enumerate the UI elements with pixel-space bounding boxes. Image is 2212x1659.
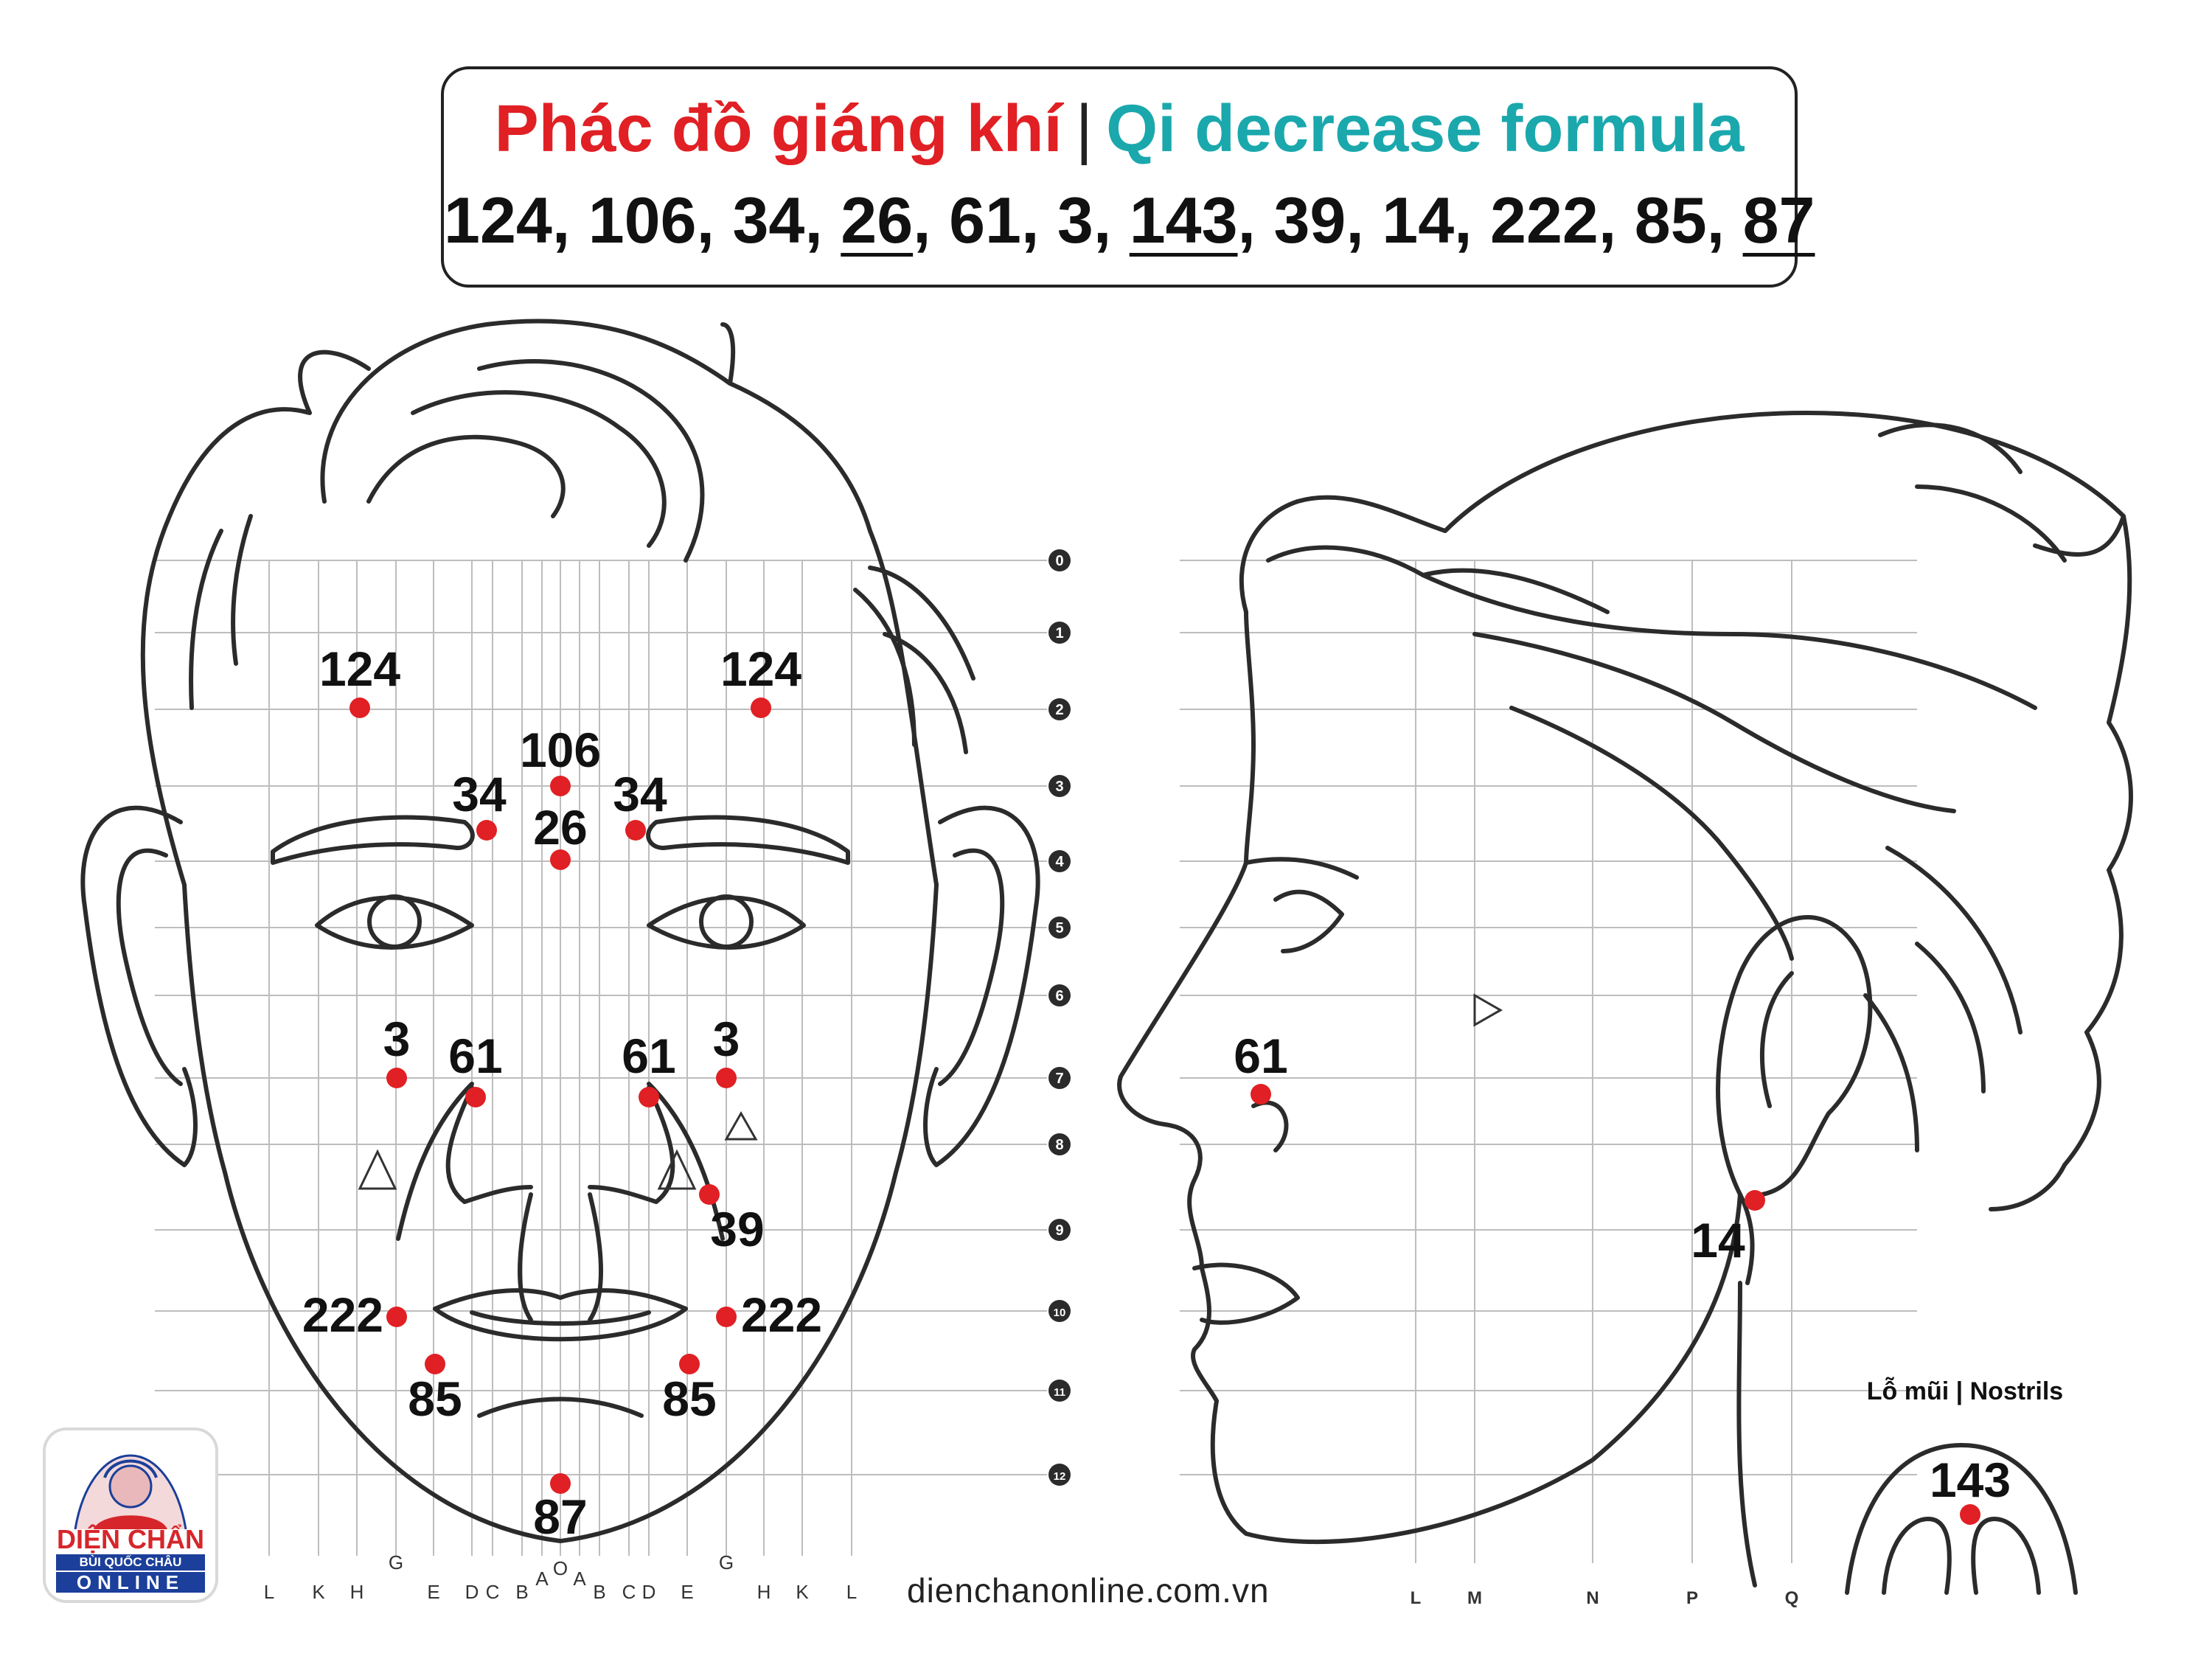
formula-separator: , [1093,184,1130,257]
acupoint-label: 3 [383,1012,411,1066]
column-letter: G [388,1551,404,1573]
logo-text-online: ONLINE [56,1572,205,1593]
title-english: Qi decrease formula [1106,92,1745,166]
brand-logo [46,1430,215,1600]
front-hair-left-strands [191,516,251,708]
row-marker-label: 4 [1055,854,1064,870]
row-marker-label: 12 [1053,1470,1066,1483]
column-letter: E [427,1581,440,1603]
front-left-eyebrow [273,817,473,863]
column-letter: E [681,1581,694,1603]
formula-separator: , [1237,184,1274,257]
acupoint-label: 124 [720,641,802,696]
acupoint-label: 61 [622,1029,676,1083]
formula-number: 85 [1634,184,1707,257]
formula-separator: , [552,184,588,257]
side-ear-inner [1762,973,1792,1106]
formula-number: 87 [1742,184,1815,257]
row-marker-label: 2 [1055,702,1064,718]
formula-separator: , [696,184,733,257]
side-hair-back [1991,516,2131,1209]
side-profile-outline [1119,612,1740,1542]
formula-number: 26 [841,184,914,257]
column-letter: K [796,1581,809,1603]
side-eye [1276,892,1342,951]
reference-grid [155,549,1917,1608]
column-letter: D [641,1581,656,1603]
acupoint-label: 106 [519,723,602,777]
formula-number: 106 [588,184,697,257]
column-letter: A [535,1568,549,1590]
front-right-ear-inner [940,851,1002,1084]
nostril-left [1884,1519,1950,1593]
formula-separator: , [1020,184,1057,257]
column-letter: C [622,1581,636,1603]
column-letter: K [312,1581,325,1603]
acupoint-label: 14 [1691,1213,1745,1267]
column-letter: D [465,1581,479,1603]
acupoint-label: 143 [1929,1453,2011,1507]
formula-separator: , [1706,184,1743,257]
row-marker-label: 0 [1055,553,1064,569]
website-url: dienchanonline.com.vn [907,1571,1270,1610]
triangle-marker [1475,995,1500,1025]
column-letter: M [1467,1588,1482,1608]
front-hair-right [730,383,936,885]
row-marker-label: 6 [1055,988,1064,1004]
side-hair-top-strands [1880,425,2065,560]
column-letter: A [573,1568,586,1590]
triangle-marker [726,1113,756,1139]
acupoint-label: 124 [319,641,401,696]
acupoint-dot [1745,1190,1765,1211]
acupoint-label: 3 [712,1012,740,1066]
triangle-marker [659,1152,695,1189]
logo-text-main: DIỆN CHẨN [56,1524,204,1554]
row-marker-label: 1 [1055,625,1064,641]
column-letter: B [593,1581,606,1603]
column-letter: C [485,1581,500,1603]
acupoint-dot [751,698,771,718]
column-letter: G [718,1551,734,1573]
front-hair-curl-2 [413,392,664,546]
acupoint-dot [716,1068,737,1088]
formula-separator: , [1598,184,1635,257]
formula-number: 61 [949,184,1021,257]
nostril-right [1973,1519,2039,1593]
column-letter: H [757,1581,771,1603]
row-marker-label: 10 [1053,1307,1066,1319]
formula-number: 14 [1382,184,1455,257]
acupoint-dot [386,1068,407,1088]
row-marker-label: 8 [1055,1137,1064,1153]
row-marker-label: 3 [1055,779,1064,795]
front-hair-right-strands [855,568,973,752]
acupoint-label: 39 [710,1202,765,1256]
front-right-eyebrow [648,817,848,863]
side-ear [1718,917,1870,1194]
acupoint-dot [1960,1504,1980,1525]
formula-separator: , [804,184,841,257]
column-letter: N [1586,1588,1599,1608]
side-neck [1739,1283,1755,1585]
formula-number: 124 [444,184,552,257]
acupoint-label: 222 [741,1287,823,1342]
side-hair-strands-3 [1512,708,1792,959]
acupoint-label: 34 [452,767,507,821]
column-letter: L [846,1581,858,1603]
column-letter: L [1410,1588,1422,1608]
title-vietnamese: Phác đồ giáng khí [494,92,1062,166]
acupoint-dot [1251,1084,1271,1105]
formula-separator: , [1346,184,1382,257]
acupoint-dot [550,776,571,796]
formula-number: 34 [732,184,805,257]
formula-number: 3 [1057,184,1093,257]
logo-text-name: BÙI QUỐC CHÂU [56,1554,205,1571]
row-marker-label: 5 [1055,920,1064,936]
acupoint-dot [639,1087,659,1107]
column-letter: B [515,1581,529,1603]
acupoint-label: 222 [302,1287,383,1342]
column-letter: Q [1784,1588,1799,1608]
acupoint-label: 85 [662,1371,717,1426]
formula-separator: , [913,184,950,257]
triangle-marker [360,1152,395,1189]
column-letter: O [552,1557,568,1579]
row-marker-label: 11 [1054,1386,1065,1399]
acupoint-label: 87 [533,1489,588,1544]
front-left-iris [369,897,420,947]
front-hair-left [143,352,369,885]
acupoint-label: 61 [448,1029,503,1083]
side-hair-back-strands [1865,848,2020,1150]
column-letter: L [263,1581,275,1603]
portrait-icon [60,1441,201,1535]
front-left-eye [317,897,472,947]
acupoint-dot [476,820,497,841]
side-face-drawing [1119,413,2131,1585]
front-hair-curl-1 [369,437,563,516]
side-nostril [1253,1102,1286,1150]
front-nasolabial-left [398,1084,472,1239]
acupoints [302,641,2063,1544]
acupoint-label: 26 [533,800,588,855]
acupoint-dot [465,1087,486,1107]
title-separator: | [1075,92,1093,166]
formula-number: 39 [1273,184,1346,257]
column-letter: H [349,1581,364,1603]
acupoint-label: 61 [1234,1029,1288,1083]
acupoint-dot [716,1307,737,1327]
column-letter: P [1686,1588,1699,1608]
formula-number: 143 [1129,184,1238,257]
row-marker-label: 7 [1055,1071,1064,1087]
acupoint-dot [349,698,370,718]
acupoint-dot [625,820,646,841]
acupoint-label: 85 [408,1371,462,1426]
formula-number: 222 [1490,184,1599,257]
nostril-panel-label: Lỗ mũi | Nostrils [1866,1377,2064,1405]
row-marker-label: 9 [1055,1222,1064,1239]
acupoint-label: 34 [613,767,667,821]
acupoint-dot [386,1307,407,1327]
front-left-ear-inner [119,851,181,1084]
formula-separator: , [1454,184,1491,257]
